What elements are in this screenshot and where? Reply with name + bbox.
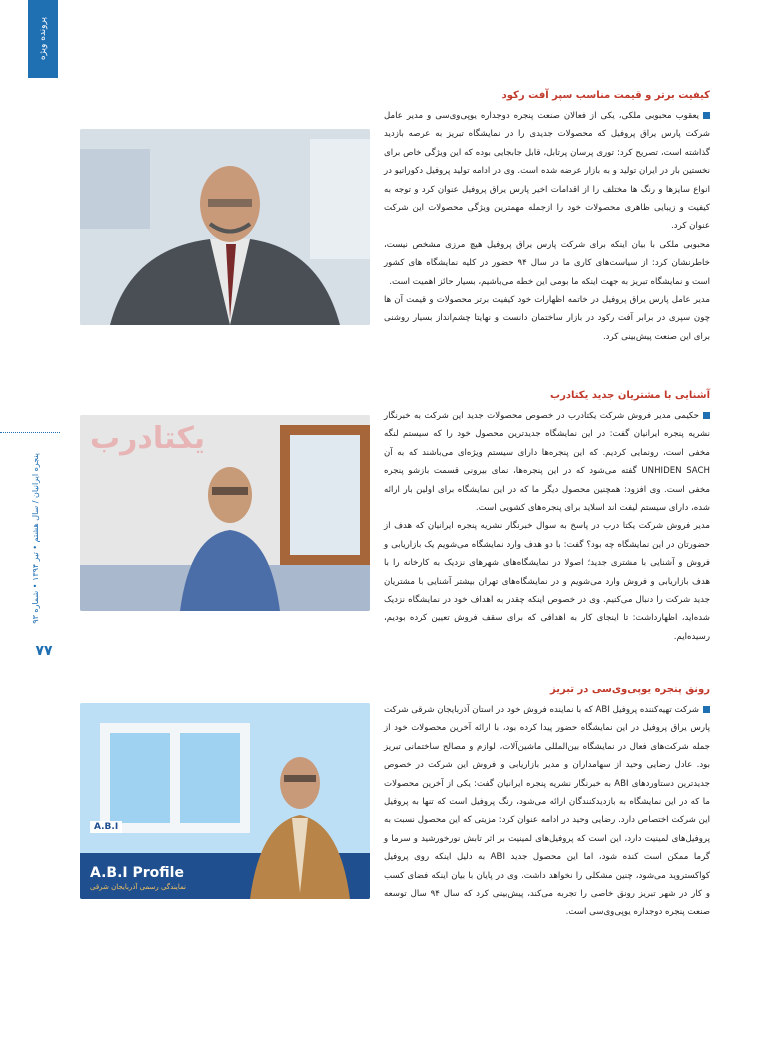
section-text xyxy=(384,107,710,346)
article-section-3 xyxy=(80,684,710,922)
booth-sign: یکتادرب xyxy=(90,421,206,456)
section-heading: کیفیت برتر و قیمت مناسب سپر آفت رکود xyxy=(501,90,710,101)
paragraph: مدیر فروش شرکت یکتا درب در پاسخ به سوال خبرنگار نشریه پنجره ایرانیان که هدف از حضورتان در این نمایشگاه چه بود؟ گفت: با دو هدف وارد نمایشگاه می‌شویم یک بازاریابی و فروش و آشنایی با مشتری جدید؛ اصولا در نمایشگاه‌های شهرهای نزدیک به کارخانه را با هدف بازاریابی و فروش وارد می‌شویم و در نمایشگاه‌های تهران بیشتر آشنایی با مشتریان جدید شرکت را دنبال می‌کنیم. وی در خصوص اینکه چقدر به اهداف خود در نمایشگاه نزدیک شده‌اید، اظهارداشت: تا اینجای کار به اهدافی که برای سقف فروش تعیین کرده بودیم، رسیده‌ایم. xyxy=(384,521,710,642)
paragraph-text: شرکت تهیه‌کننده پروفیل ABI که با نماینده فروش خود در استان آذربایجان شرقی شرکت پارس یراق پروفیل در این نمایشگاه حضور پیدا کرده بود، با ارائه آخرین محصولات خود از جمله شرکت‌های فعال در نمایشگاه بین‌المللی ماشین‌آلات، لوازم و مصالح ساختمانی تبریز بود. عادل رضایی وحید از سهامداران و مدیر بازاریابی و فروش این شرکت در خصوص جدیدترین دستاوردهای ABI به خبرنگار نشریه پنجره ایرانیان گفت: یکی از آخرین محصولات ما که در این نمایشگاه به بازدیدکنندگان ارائه می‌شود، رنگ پروفیل است که تنها به پروفیل این شرکت اختصاص دارد. رضایی وحید در ادامه عنوان کرد: مزیتی که این محصول نسبت به پروفیل‌های لمینیت دارد، این است که پروفیل‌های لمینیت بر اثر تابش نورخورشید و سرما و گرما ممکن است کنده شود، اما این محصول جدید ABI به دلیل اینکه روی پروفیل کواکستروید می‌شود، چنین مشکلی را نخواهد داشت. وی در پایان با بیان اینکه فضای کسب و کار در شهر تبریز رونق خاصی را تجربه می‌کند، پیش‌بینی کرد که سال ۹۴ سال توسعه صنعت پنجره دوجداره یوپی‌وی‌سی است. xyxy=(384,705,711,918)
paragraph xyxy=(384,701,710,922)
photo-interview-3 xyxy=(80,703,370,899)
section-tab xyxy=(28,0,58,78)
photo-interview-1 xyxy=(80,129,370,325)
banner-title: A.B.I Profile xyxy=(90,865,184,881)
banner-subtitle: نمایندگی رسمی آذربایجان شرقی xyxy=(90,883,187,891)
man-portrait-icon xyxy=(80,129,370,325)
section-text xyxy=(384,407,710,646)
bullet-icon xyxy=(703,706,710,713)
page-number: ۷۷ xyxy=(35,643,53,659)
paragraph: محبوبی ملکی با بیان اینکه برای شرکت پارس یراق پروفیل هیچ مرزی مشخص نیست، خاطرنشان کرد: از سیاست‌های کاری ما در سال ۹۴ حضور در کلیه نمایشگاه های کشور است و نمایشگاه تبریز به جهت اینکه ما بومی این خطه می‌باشیم، بسیار حائز اهمیت است. xyxy=(384,239,710,287)
margin-divider xyxy=(0,432,60,433)
magazine-info xyxy=(28,438,42,638)
paragraph-text: یعقوب محبوبی ملکی، یکی از فعالان صنعت پنجره دوجداره یوپی‌وی‌سی و مدیر عامل شرکت پارس یراق پروفیل که محصولات جدیدی را در نمایشگاه تبریز به عرصه بازدید گذاشته است، تصریح کرد: توری پرسان پرتابل، قابل جابجایی بوده که این ویژگی خاص برای نخستین بار در ایران تولید و به بازار عرضه شده است. وی در ادامه تولید پروفیل دکوراتیو در انواع سایزها و رنگ ها مختلف را از اقدامات اخیر پارس یراق پروفیل عنوان کرد و توجه به کیفیت و زیبایی ظاهری محصولات خود را ازجمله مهمترین ویژگی محصولات این شرکت عنوان کرد. xyxy=(384,111,710,232)
abi-logo: A.B.I xyxy=(90,821,122,833)
article-section-2 xyxy=(80,390,710,646)
paragraph-text: حکیمی مدیر فروش شرکت یکتادرب در خصوص محصولات جدید این شرکت به خبرنگار نشریه پنجره ایرانیان گفت: در این نمایشگاه جدیدترین محصول خود را که سیستم لنگه مخفی است، رونمایی کردیم. که این پنجره‌ها دارای سیستم ویژه‌ای می‌باشند که به آن UNHIDEN SACH گفته می‌شود که در این پنجره‌ها، نمای بیرونی قسمت بازشو پنجره مخفی است. وی افزود: همچنین محصول دیگر ما که در این نمایشگاه برای اولین بار ارائه شده، دارای سیستم لیفت اند اسلاید برای پنجره‌های کشویی است. xyxy=(384,411,710,514)
section-heading: آشنایی با مشتریان جدید یکتادرب xyxy=(550,390,710,401)
bullet-icon xyxy=(703,412,710,419)
paragraph xyxy=(384,107,710,236)
section-text xyxy=(384,701,710,922)
section-tab-label: پرونده ویژه xyxy=(38,17,48,61)
bullet-icon xyxy=(703,112,710,119)
section-heading: رونق پنجره یوپی‌وی‌سی در تبریز xyxy=(550,684,710,695)
paragraph xyxy=(384,407,710,517)
article-section-1 xyxy=(80,90,710,346)
photo-interview-2 xyxy=(80,415,370,611)
magazine-info-label: پنجره ایرانیان / سال هشتم • تیر ۱۳۹۴ • شماره ۹۳ xyxy=(30,452,40,624)
paragraph: مدیر عامل پارس یراق پروفیل در خاتمه اظهارات خود کیفیت برتر محصولات و قیمت آن ها چون سپری در برابر آفت رکود در بازار ساختمان دانست و نهایتا چشم‌انداز بسیار روشنی برای این صنعت پیش‌بینی کرد. xyxy=(384,295,710,342)
